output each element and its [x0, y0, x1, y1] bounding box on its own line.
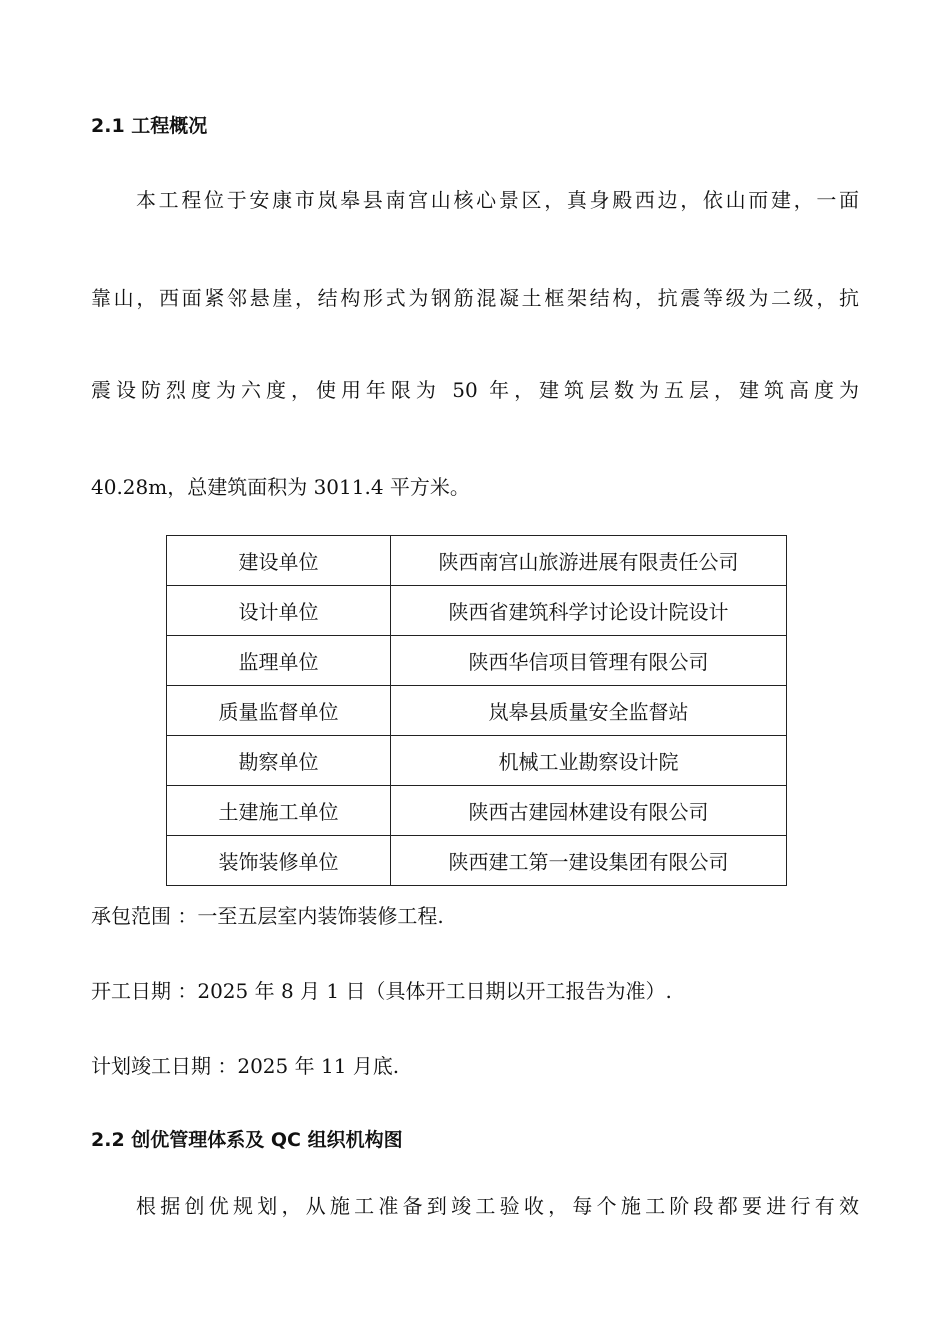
unit-role-cell: 装饰装修单位 — [167, 836, 391, 886]
table-row — [167, 686, 787, 736]
unit-role-cell: 建设单位 — [167, 536, 391, 586]
paragraph-line-4: 40.28m，总建筑面积为 3011.4 平方米。 — [91, 475, 470, 499]
unit-role-cell: 监理单位 — [167, 636, 391, 686]
paragraph-line-3: 震设防烈度为六度，使用年限为 50 年，建筑层数为五层，建筑高度为 — [91, 378, 859, 402]
unit-role-cell: 勘察单位 — [167, 736, 391, 786]
paragraph-line-5: 根据创优规划，从施工准备到竣工验收，每个施工阶段都要进行有效 — [136, 1194, 859, 1218]
paragraph-line-2: 靠山，西面紧邻悬崖，结构形式为钢筋混凝土框架结构，抗震等级为二级，抗 — [91, 286, 859, 310]
unit-org-cell: 陕西南宫山旅游进展有限责任公司 — [391, 536, 787, 586]
unit-org-cell: 岚皋县质量安全监督站 — [391, 686, 787, 736]
unit-role-cell: 质量监督单位 — [167, 686, 391, 736]
section-title-2-1: 2.1 工程概况 — [91, 115, 208, 137]
paragraph-line-1: 本工程位于安康市岚皋县南宫山核心景区，真身殿西边，依山而建，一面 — [136, 188, 859, 212]
unit-org-cell: 机械工业勘察设计院 — [391, 736, 787, 786]
unit-org-cell: 陕西省建筑科学讨论设计院设计 — [391, 586, 787, 636]
planned-completion-line: 计划竣工日期 ：2025 年 11 月底. — [91, 1054, 400, 1078]
unit-org-cell: 陕西华信项目管理有限公司 — [391, 636, 787, 686]
table-row — [167, 536, 787, 586]
table-row — [167, 736, 787, 786]
contract-scope-line: 承包范围 ：一至五层室内装饰装修工程. — [91, 904, 444, 928]
table-row — [167, 586, 787, 636]
start-date-line: 开工日期 ：2025 年 8 月 1 日（具体开工日期以开工报告为准）. — [91, 979, 672, 1003]
project-units-table — [166, 535, 787, 886]
table-row — [167, 786, 787, 836]
unit-role-cell: 土建施工单位 — [167, 786, 391, 836]
unit-org-cell: 陕西古建园林建设有限公司 — [391, 786, 787, 836]
unit-org-cell: 陕西建工第一建设集团有限公司 — [391, 836, 787, 886]
table-row — [167, 836, 787, 886]
section-title-2-2: 2.2 创优管理体系及 QC 组织机构图 — [91, 1129, 403, 1151]
table-row — [167, 636, 787, 686]
unit-role-cell: 设计单位 — [167, 586, 391, 636]
